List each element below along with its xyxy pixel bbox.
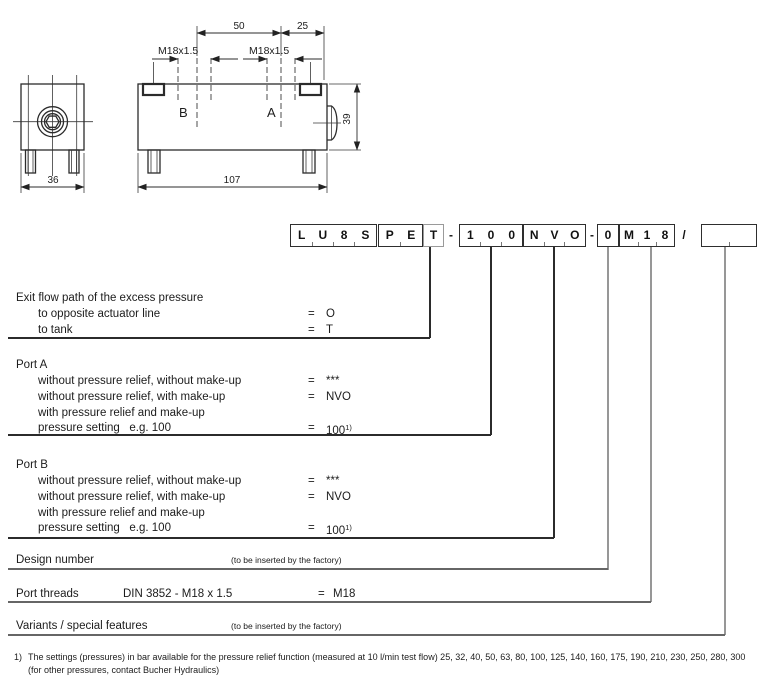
code-char: 0 <box>501 225 522 246</box>
thread-a-label: M18x1.5 <box>249 45 290 57</box>
section-title: Exit flow path of the excess pressure <box>16 292 204 304</box>
option-code: NVO <box>326 391 351 403</box>
port-a-label: A <box>267 105 276 120</box>
equals-sign: = <box>308 422 315 434</box>
exit-flow-row <box>0 307 762 322</box>
factory-note: (to be inserted by the factory) <box>231 555 342 565</box>
option-label: without pressure relief, without make-up <box>38 375 242 387</box>
option-label: with pressure relief and make-up <box>38 407 205 419</box>
dim-50-label: 50 <box>233 21 245 32</box>
code-char: N <box>529 228 539 242</box>
option-label: without pressure relief, with make-up <box>38 491 226 503</box>
section-title: Design number <box>16 554 94 566</box>
port-b-row <box>0 506 762 521</box>
port-b-row <box>0 474 762 489</box>
code-char: V <box>544 225 564 246</box>
port-b-title <box>0 458 762 473</box>
option-code: *** <box>326 475 340 487</box>
thread-b-label: M18x1.5 <box>158 45 199 57</box>
dim-107-label: 107 <box>223 175 241 186</box>
equals-sign: = <box>308 522 315 534</box>
equals-sign: = <box>308 324 315 336</box>
thread-spec: DIN 3852 - M18 x 1.5 <box>123 588 233 600</box>
option-code: NVO <box>326 491 351 503</box>
front-view <box>138 21 361 193</box>
dim-25-label: 25 <box>296 21 309 32</box>
code-char: 0 <box>604 228 612 242</box>
variants-row <box>0 619 762 634</box>
code-box-port-threads <box>619 224 675 247</box>
code-char: 8 <box>334 225 355 246</box>
dim-36-label: 36 <box>47 175 59 186</box>
port-a-row <box>0 421 762 436</box>
code-char: L <box>297 228 306 242</box>
equals-sign: = <box>308 391 315 403</box>
section-title: Port threads <box>16 588 79 600</box>
code-box-exit-flow <box>423 224 444 247</box>
option-code: 100$^{1)}$ <box>326 523 352 537</box>
section-rule-design <box>8 568 608 570</box>
code-separator-dash: - <box>449 228 453 242</box>
code-char: E <box>401 225 423 246</box>
code-char: U <box>312 225 333 246</box>
footnote-marker: 1) <box>14 652 23 662</box>
code-char: P <box>385 228 394 242</box>
side-view <box>13 75 93 193</box>
code-char: T <box>429 228 438 242</box>
port-threads-row <box>0 587 762 602</box>
port-b-row <box>0 490 762 505</box>
option-label: with pressure relief and make-up <box>38 507 205 519</box>
code-box-design-number <box>597 224 619 247</box>
code-box-port-b <box>523 224 586 247</box>
code-char: 1 <box>466 228 474 242</box>
equals-sign: = <box>308 308 315 320</box>
design-number-row <box>0 553 762 568</box>
equals-sign: = <box>308 375 315 387</box>
option-code: 100$^{1)}$ <box>326 423 352 437</box>
section-title: Port A <box>16 359 48 371</box>
port-b-label: B <box>179 105 188 120</box>
code-char: O <box>565 225 585 246</box>
code-separator-slash: / <box>682 228 686 242</box>
port-a-row <box>0 406 762 421</box>
code-char: 1 <box>638 225 656 246</box>
option-code: *** <box>326 375 340 387</box>
port-a-row <box>0 390 762 405</box>
code-char: M <box>624 228 634 242</box>
option-code: O <box>326 308 335 320</box>
equals-sign: = <box>308 475 315 487</box>
code-char <box>702 225 729 246</box>
factory-note: (to be inserted by the factory) <box>231 621 342 631</box>
exit-flow-row <box>0 323 762 338</box>
code-box-variants <box>701 224 757 247</box>
equals-sign: = <box>308 491 315 503</box>
footnote-ref: 1) <box>345 523 352 532</box>
code-char <box>729 225 756 246</box>
section-title: Variants / special features <box>16 620 148 632</box>
option-label: pressure setting e.g. 100 <box>38 422 171 434</box>
option-label: without pressure relief, without make-up <box>38 475 242 487</box>
port-a-row <box>0 374 762 389</box>
dim-39-label: 39 <box>342 113 353 125</box>
code-char: 8 <box>656 225 674 246</box>
footnote-ref: 1) <box>345 423 352 432</box>
option-label: pressure setting e.g. 100 <box>38 522 171 534</box>
port-b-row <box>0 521 762 536</box>
code-box-series <box>290 224 377 247</box>
exit-flow-title <box>0 291 762 306</box>
option-code: T <box>326 324 334 336</box>
option-label: without pressure relief, with make-up <box>38 391 226 403</box>
code-box-port-a <box>459 224 523 247</box>
code-char: 0 <box>481 225 502 246</box>
section-rule-variants <box>8 634 725 636</box>
equals-sign: = <box>318 588 325 600</box>
section-title: Port B <box>16 459 48 471</box>
option-label: to tank <box>38 324 73 336</box>
technical-drawing <box>0 0 762 215</box>
port-a-title <box>0 358 762 373</box>
code-box-type <box>378 224 423 247</box>
code-separator-dash: - <box>590 228 594 242</box>
ordering-code <box>290 224 760 247</box>
footnote <box>14 651 756 677</box>
footnote-text: The settings (pressures) in bar available for the pressure relief function (measured at 10 l/min test flow) 25, 32, 40, 50, 63, 80, 100, 125, 140, 160, 175, 190, 210, 230, 250, 280, 300 (for other pressures, contact Bucher Hydraulics) <box>28 652 746 675</box>
code-char: S <box>355 225 376 246</box>
section-rule-port-b <box>8 537 554 539</box>
option-label: to opposite actuator line <box>38 308 161 320</box>
option-code: M18 <box>333 588 356 600</box>
